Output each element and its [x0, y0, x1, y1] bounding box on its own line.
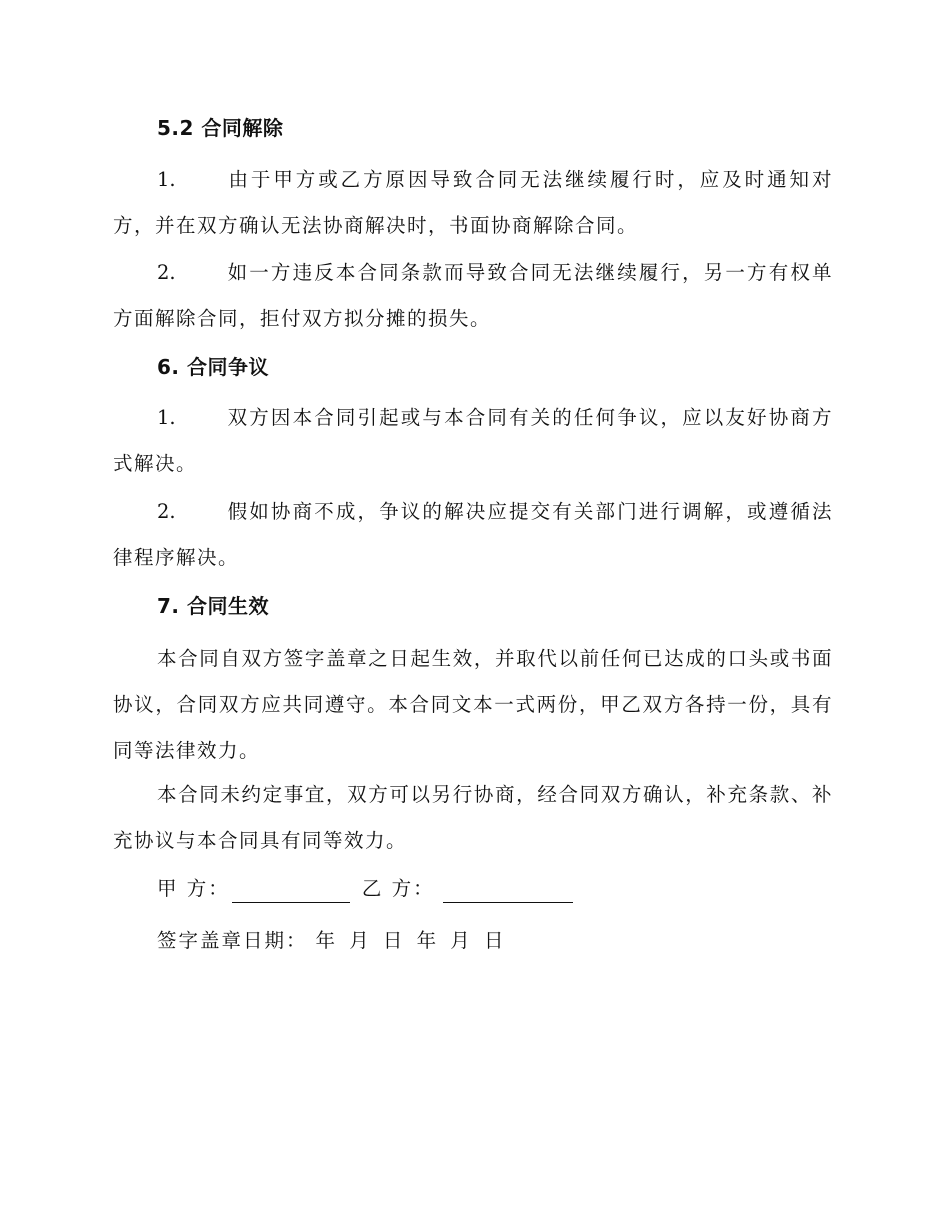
clause-6-1 — [113, 395, 833, 487]
clause-number: 2. — [157, 500, 176, 523]
clause-number: 1. — [157, 168, 176, 191]
effect-paragraph-2: 本合同未约定事宜，双方可以另行协商，经合同双方确认，补充条款、补充协议与本合同具有同等效力。 — [113, 783, 833, 852]
clause-text: 假如协商不成，争议的解决应提交有关部门进行调解，或遵循法律程序解决。 — [113, 500, 833, 569]
date-label: 签字盖章日期： — [157, 929, 308, 952]
clause-5-2-1 — [113, 157, 833, 249]
clause-text: 由于甲方或乙方原因导致合同无法继续履行时，应及时通知对方，并在双方确认无法协商解决时，书面协商解除合同。 — [113, 168, 833, 237]
clause-number: 2. — [157, 261, 176, 284]
party-b-label: 乙 方： — [361, 877, 435, 900]
signature-date — [157, 927, 508, 955]
section-heading-6: 6. 合同争议 — [157, 355, 269, 379]
clause-text: 双方因本合同引起或与本合同有关的任何争议，应以友好协商方式解决。 — [113, 406, 833, 475]
clause-6-2 — [113, 489, 833, 581]
clause-text: 如一方违反本合同条款而导致合同无法继续履行，另一方有权单方面解除合同，拒付双方拟分摊的损失。 — [113, 261, 833, 330]
party-a-label: 甲 方： — [157, 877, 230, 900]
clause-5-2-2 — [113, 250, 833, 342]
effect-paragraph-1: 本合同自双方签字盖章之日起生效，并取代以前任何已达成的口头或书面协议，合同双方应共同遵守。本合同文本一式两份，甲乙双方各持一份，具有同等法律效力。 — [113, 647, 833, 762]
party-b-signature-blank[interactable] — [443, 882, 573, 903]
date-text: 年 月 日 年 月 日 — [315, 929, 508, 952]
party-a-signature-blank[interactable] — [232, 882, 350, 903]
section-heading-7: 7. 合同生效 — [157, 594, 269, 618]
clause-number: 1. — [157, 406, 176, 429]
signature-parties — [157, 875, 573, 903]
section-heading-5-2: 5.2 合同解除 — [157, 116, 284, 140]
